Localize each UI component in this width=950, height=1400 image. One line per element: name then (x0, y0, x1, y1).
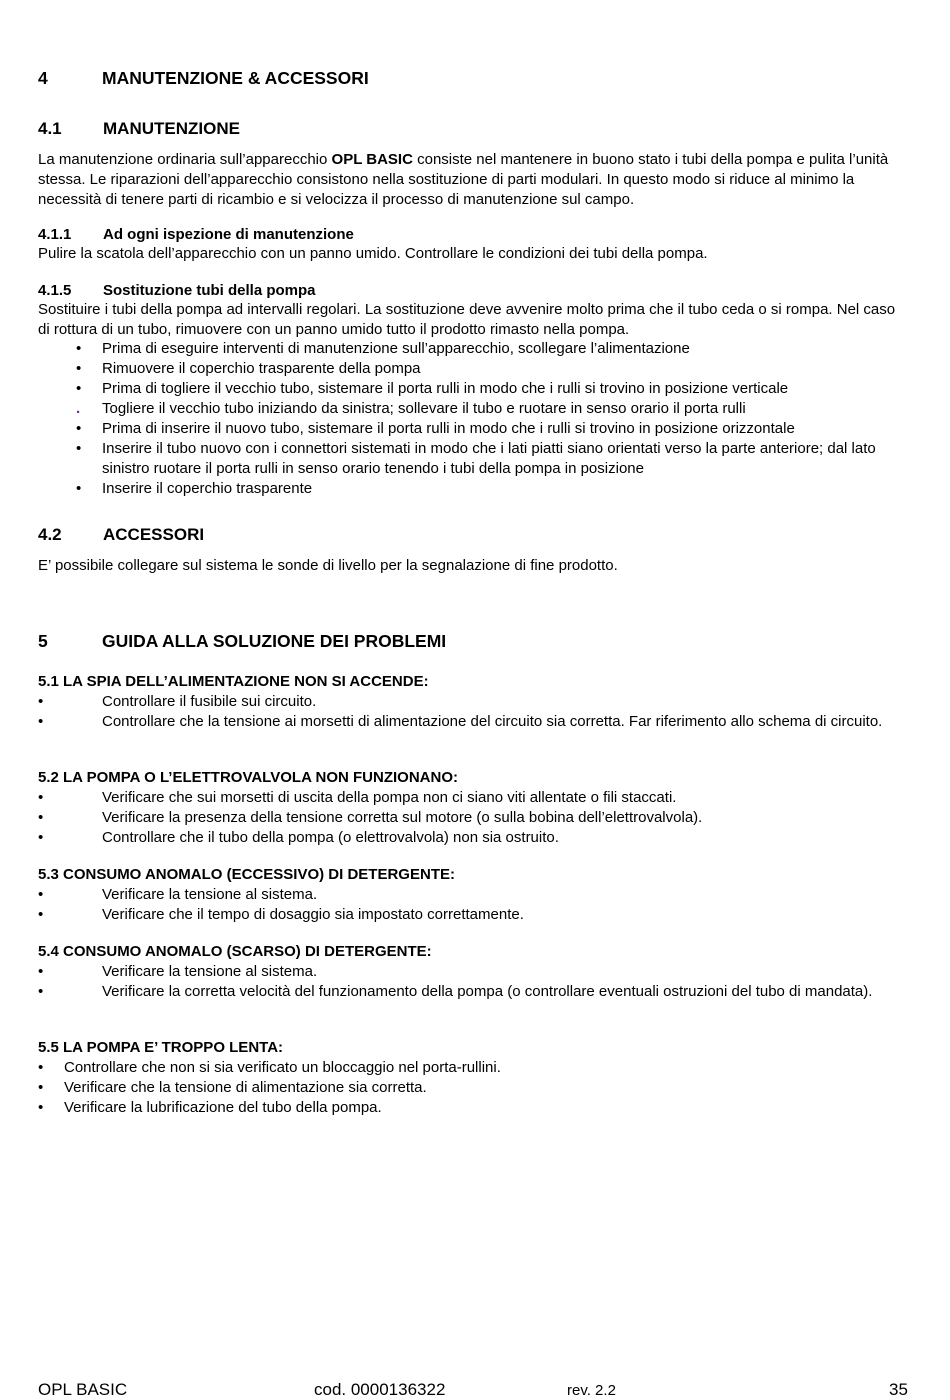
list-item (38, 962, 906, 982)
bullet-icon: • (38, 886, 44, 903)
list-item (38, 359, 906, 379)
bullet-icon: • (76, 380, 82, 397)
section-title: Sostituzione tubi della pompa (103, 282, 316, 299)
list-item-text: Verificare che il tempo di dosaggio sia impostato correttamente. (102, 906, 524, 923)
bullet-icon: • (38, 963, 44, 980)
footer-product: OPL BASIC (38, 1380, 128, 1399)
list-item-text: Prima di eseguire interventi di manutenzione sull’apparecchio, scollegare l’alimentazione (102, 340, 690, 357)
bullet-icon: • (76, 360, 82, 377)
section-5-5-heading: 5.5 LA POMPA E’ TROPPO LENTA: (38, 1039, 284, 1056)
section-title: GUIDA ALLA SOLUZIONE DEI PROBLEMI (102, 631, 447, 651)
section-4-1-1-heading (38, 225, 354, 245)
footer-code: cod. 0000136322 (314, 1380, 446, 1399)
list-item-text: Togliere il vecchio tubo iniziando da sinistra; sollevare il tubo e ruotare in senso orario il porta rulli (102, 400, 746, 417)
section-5-heading (38, 631, 446, 651)
bullet-icon: . (76, 400, 81, 417)
section-4-heading (38, 68, 369, 88)
bullet-icon: • (38, 713, 44, 730)
section-5-4-heading: 5.4 CONSUMO ANOMALO (SCARSO) DI DETERGENTE: (38, 943, 432, 960)
section-title: MANUTENZIONE (103, 119, 240, 138)
list-item-text: Verificare la tensione al sistema. (102, 963, 318, 980)
paragraph-text: La manutenzione ordinaria sull’apparecchio (38, 151, 332, 168)
list-item (38, 379, 906, 399)
section-5-3-list (38, 885, 906, 925)
section-number: 4.1.5 (38, 282, 72, 299)
inspection-paragraph: Pulire la scatola dell’apparecchio con un panno umido. Controllare le condizioni dei tubi della pompa. (38, 245, 708, 262)
list-item-text: Verificare che la tensione di alimentazione sia corretta. (64, 1079, 427, 1096)
list-item-text: Verificare la tensione al sistema. (102, 886, 318, 903)
list-item (38, 885, 906, 905)
list-item-text: Prima di togliere il vecchio tubo, sistemare il porta rulli in modo che i rulli si trovino in posizione verticale (102, 380, 789, 397)
section-title: ACCESSORI (103, 525, 205, 544)
list-item-text: Inserire il tubo nuovo con i connettori sistemati in modo che i lati piatti siano orientati verso la parte anteriore; dal lato sinistro ruotare il porta rulli in senso orario tenendo i tubi della pompa in posizione (102, 440, 876, 477)
list-item-text: Verificare che sui morsetti di uscita della pompa non ci siano viti allentate o fili staccati. (102, 789, 677, 806)
bullet-icon: • (38, 809, 44, 826)
bullet-icon: • (76, 420, 82, 437)
section-5-5-list (38, 1058, 906, 1118)
section-number: 4.2 (38, 525, 62, 544)
list-item (38, 712, 906, 732)
section-4-1-heading (38, 119, 240, 139)
accessories-paragraph: E’ possibile collegare sul sistema le sonde di livello per la segnalazione di fine prodotto. (38, 557, 618, 574)
list-item-text: Controllare che il tubo della pompa (o elettrovalvola) non sia ostruito. (102, 829, 559, 846)
section-5-1-heading: 5.1 LA SPIA DELL’ALIMENTAZIONE NON SI ACCENDE: (38, 673, 429, 690)
bullet-icon: • (38, 829, 44, 846)
list-item (38, 788, 906, 808)
maintenance-paragraph (38, 150, 906, 210)
product-name: OPL BASIC (331, 151, 413, 168)
bullet-icon: • (76, 480, 82, 497)
bullet-icon: • (38, 1079, 44, 1096)
paragraph-text: consiste nel mantenere in buono stato i tubi della pompa e pulita l’unità stessa. Le riparazioni dell’apparecchio consistono nella sostituzione di parti modulari. In questo modo si riduce al minimo la necessità di tenere parti di ricambio e si velocizza il processo di manutenzione sul campo. (38, 151, 889, 208)
bullet-icon: • (38, 693, 44, 710)
bullet-icon: • (38, 906, 44, 923)
section-5-3-heading: 5.3 CONSUMO ANOMALO (ECCESSIVO) DI DETERGENTE: (38, 866, 455, 883)
list-item (38, 419, 906, 439)
bullet-icon: • (76, 340, 82, 357)
footer-revision: rev. 2.2 (567, 1382, 616, 1399)
page-number: 35 (889, 1380, 908, 1399)
list-item-text: Verificare la presenza della tensione corretta sul motore (o sulla bobina dell’elettrovalvola). (102, 809, 703, 826)
list-item-text: Prima di inserire il nuovo tubo, sistemare il porta rulli in modo che i rulli si trovino in posizione orizzontale (102, 420, 795, 437)
tube-replacement-paragraph: Sostituire i tubi della pompa ad intervalli regolari. La sostituzione deve avvenire molto prima che il tubo ceda o si rompa. Nel caso di rottura di un tubo, rimuovere con un panno umido tutto il prodotto rimasto nella pompa. (38, 301, 896, 338)
section-number: 4.1.1 (38, 226, 72, 243)
list-item (38, 1098, 906, 1118)
list-item-text: Verificare la corretta velocità del funzionamento della pompa (o controllare eventuali ostruzioni del tubo di mandata). (102, 983, 873, 1000)
section-title: MANUTENZIONE & ACCESSORI (102, 68, 369, 88)
list-item (38, 828, 906, 848)
section-4-2-heading (38, 525, 204, 545)
tube-replacement-steps (38, 339, 906, 499)
bullet-icon: • (76, 440, 82, 457)
list-item (38, 692, 906, 712)
section-title: Ad ogni ispezione di manutenzione (103, 226, 354, 243)
list-item-text: Rimuovere il coperchio trasparente della pompa (102, 360, 421, 377)
list-item-text: Inserire il coperchio trasparente (102, 480, 313, 497)
bullet-icon: • (38, 789, 44, 806)
bullet-icon: • (38, 983, 44, 1000)
list-item-text: Controllare che la tensione ai morsetti di alimentazione del circuito sia corretta. Far riferimento allo schema di circuito. (102, 713, 883, 730)
section-number: 5 (38, 631, 48, 651)
section-5-2-heading: 5.2 LA POMPA O L’ELETTROVALVOLA NON FUNZIONANO: (38, 769, 458, 786)
section-number: 4 (38, 68, 48, 88)
bullet-icon: • (38, 1099, 44, 1116)
list-item-text: Controllare il fusibile sui circuito. (102, 693, 317, 710)
bullet-icon: • (38, 1059, 44, 1076)
section-4-1-5-heading (38, 281, 316, 301)
list-item (38, 339, 906, 359)
section-number: 4.1 (38, 119, 62, 138)
section-5-1-list (38, 692, 906, 732)
section-5-4-list (38, 962, 906, 1002)
list-item-text: Verificare la lubrificazione del tubo della pompa. (64, 1099, 382, 1116)
list-item (38, 808, 906, 828)
list-item (38, 479, 906, 499)
list-item (38, 399, 906, 419)
list-item (38, 905, 906, 925)
list-item (38, 1078, 906, 1098)
list-item (38, 982, 906, 1002)
list-item-text: Controllare che non si sia verificato un bloccaggio nel porta-rullini. (64, 1059, 501, 1076)
list-item (38, 1058, 906, 1078)
section-5-2-list (38, 788, 906, 848)
list-item (38, 439, 906, 479)
